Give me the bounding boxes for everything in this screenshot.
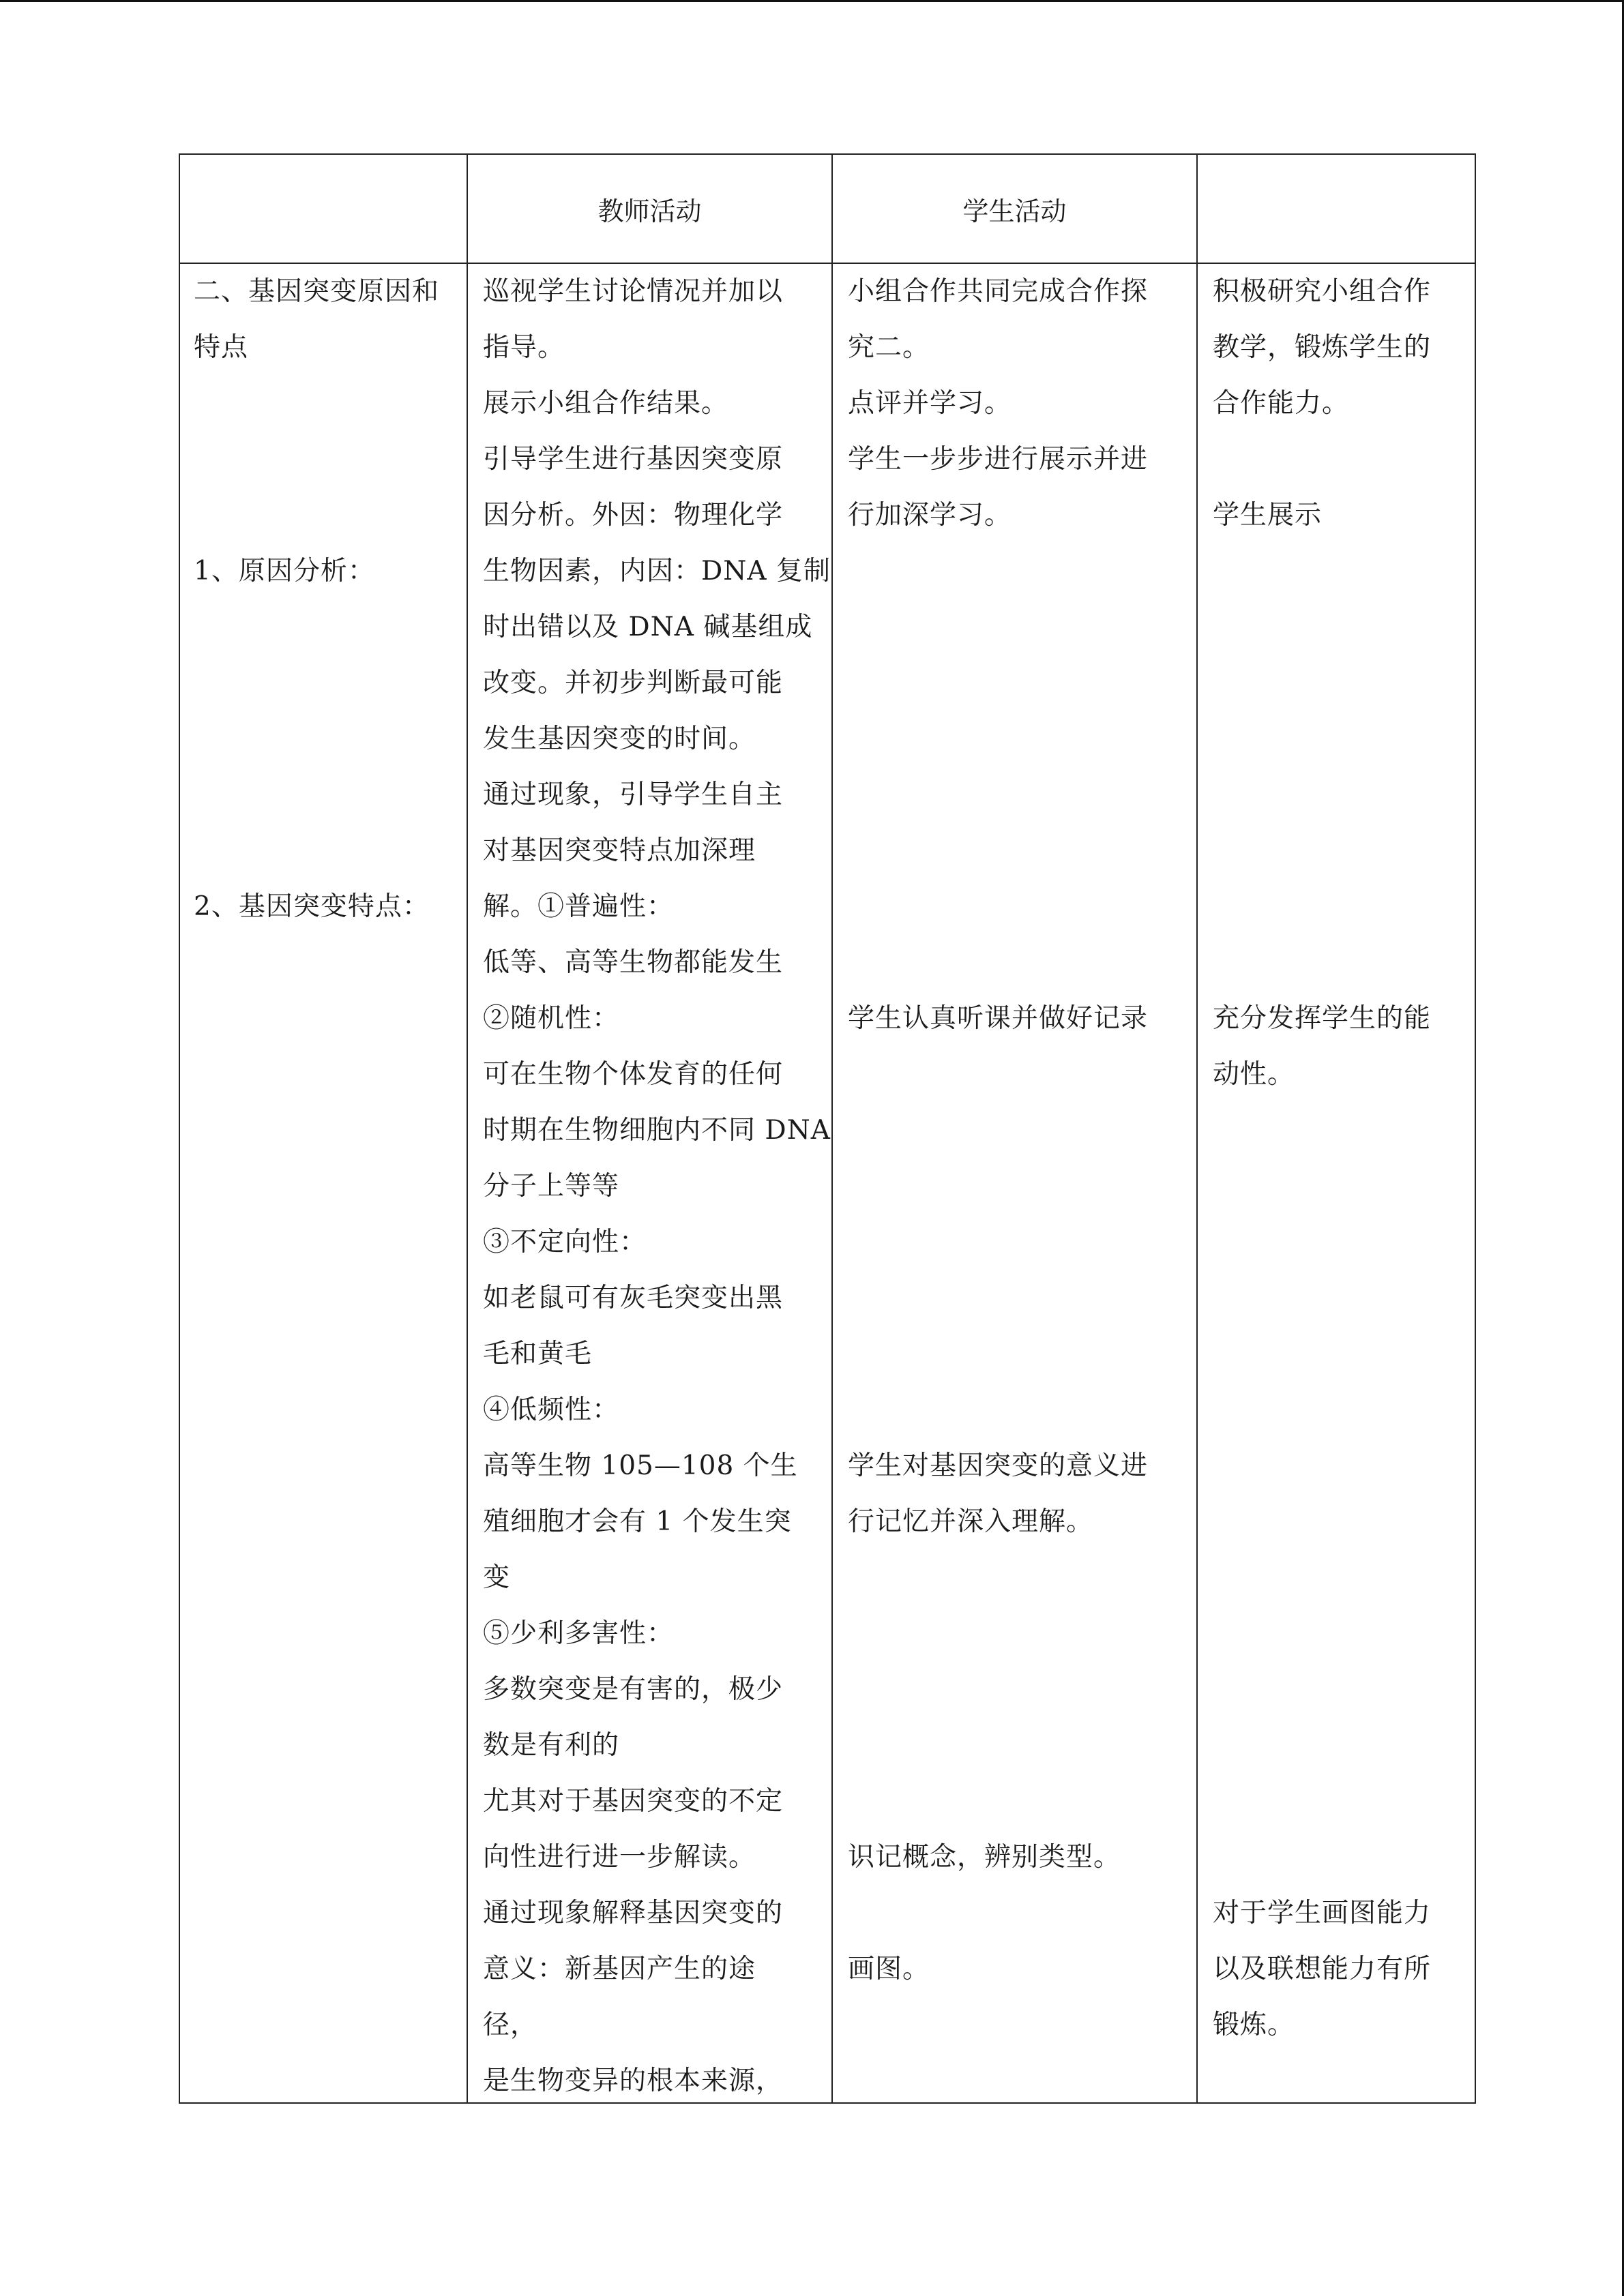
student-activity-header: 学生活动: [962, 196, 1067, 226]
student-line: 画图。: [848, 1954, 930, 1984]
teacher-line: 可在生物个体发育的任何: [483, 1059, 784, 1090]
student-line: 学生认真听课并做好记录: [848, 1003, 1149, 1034]
page-top-border: [0, 0, 1624, 2]
teacher-line: 意义：新基因产生的途: [483, 1954, 756, 1984]
teacher-line: 引导学生进行基因突变原: [483, 444, 784, 475]
teacher-activity-header: 教师活动: [597, 196, 702, 226]
teacher-line: 尤其对于基因突变的不定: [483, 1786, 784, 1817]
teacher-line: 殖细胞才会有 1 个发生突: [483, 1506, 792, 1537]
teacher-line: 展示小组合作结果。: [483, 388, 729, 419]
teacher-line: 时期在生物细胞内不同 DNA: [483, 1115, 831, 1146]
intent-line: 学生展示: [1213, 500, 1323, 531]
student-line: 行记忆并深入理解。: [848, 1506, 1094, 1537]
teacher-line: 变: [483, 1562, 511, 1593]
teacher-line: 毛和黄毛: [483, 1339, 593, 1369]
intent-line: 积极研究小组合作: [1213, 276, 1432, 307]
student-line: 学生一步步进行展示并进: [848, 444, 1149, 475]
student-line: 识记概念，辨别类型。: [848, 1842, 1121, 1873]
header-cell-intent: [1197, 154, 1475, 263]
student-line: 小组合作共同完成合作探: [848, 276, 1149, 307]
teacher-line: 通过现象，引导学生自主: [483, 779, 784, 810]
teacher-line: 高等生物 105—108 个生: [483, 1450, 798, 1481]
teacher-line: 因分析。外因：物理化学: [483, 500, 784, 531]
teacher-line: 通过现象解释基因突变的: [483, 1898, 784, 1928]
teacher-line: 数是有利的: [483, 1730, 620, 1761]
teacher-line: 低等、高等生物都能发生: [483, 947, 784, 978]
teacher-line: 分子上等等: [483, 1171, 620, 1202]
lesson-plan-table: [179, 153, 1476, 2104]
design-intent-cell: [1197, 263, 1475, 2103]
student-line: 行加深学习。: [848, 500, 1012, 531]
teacher-line: 对基因突变特点加深理: [483, 835, 756, 866]
student-line: 学生对基因突变的意义进: [848, 1450, 1149, 1481]
teacher-line: 指导。: [483, 332, 565, 363]
teacher-line: 解。①普遍性：: [483, 891, 675, 922]
header-cell-section: [179, 154, 467, 263]
table-body-row: [179, 263, 1475, 2103]
section-title-cont: 特点: [194, 332, 249, 363]
teacher-line: 如老鼠可有灰毛突变出黑: [483, 1283, 784, 1313]
table-header-row: [179, 154, 1475, 263]
section-title: 二、基因突变原因和: [194, 276, 440, 307]
teacher-line: ④低频性：: [483, 1395, 620, 1425]
teacher-line: 发生基因突变的时间。: [483, 724, 756, 754]
header-cell-student: [832, 154, 1197, 263]
intent-line: 合作能力。: [1213, 388, 1350, 419]
student-activity-cell: [832, 263, 1197, 2103]
teacher-line: 时出错以及 DNA 碱基组成: [483, 612, 813, 642]
teacher-line: 巡视学生讨论情况并加以: [483, 276, 784, 307]
teacher-line: 径，: [483, 2010, 538, 2040]
header-cell-teacher: [467, 154, 832, 263]
teacher-line: 改变。并初步判断最可能: [483, 668, 784, 698]
teacher-line: ③不定向性：: [483, 1227, 647, 1257]
intent-line: 锻炼。: [1213, 2010, 1295, 2040]
teacher-line: ⑤少利多害性：: [483, 1618, 675, 1649]
teacher-line: ②随机性：: [483, 1003, 620, 1034]
features-label: 2、基因突变特点：: [194, 891, 430, 922]
intent-line: 充分发挥学生的能: [1213, 1003, 1432, 1034]
cause-analysis-label: 1、原因分析：: [194, 556, 375, 586]
student-line: 究二。: [848, 332, 930, 363]
teacher-line: 向性进行进一步解读。: [483, 1842, 756, 1873]
intent-line: 教学，锻炼学生的: [1213, 332, 1432, 363]
teacher-line: 生物因素，内因：DNA 复制: [483, 556, 831, 586]
intent-line: 以及联想能力有所: [1213, 1954, 1432, 1984]
intent-line: 对于学生画图能力: [1213, 1898, 1432, 1928]
teacher-activity-cell: [467, 263, 832, 2103]
student-line: 点评并学习。: [848, 388, 1012, 419]
teacher-line: 多数突变是有害的，极少: [483, 1674, 784, 1705]
intent-line: 动性。: [1213, 1059, 1295, 1090]
section-cell: [179, 263, 467, 2103]
teacher-line: 是生物变异的根本来源，: [483, 2066, 784, 2096]
